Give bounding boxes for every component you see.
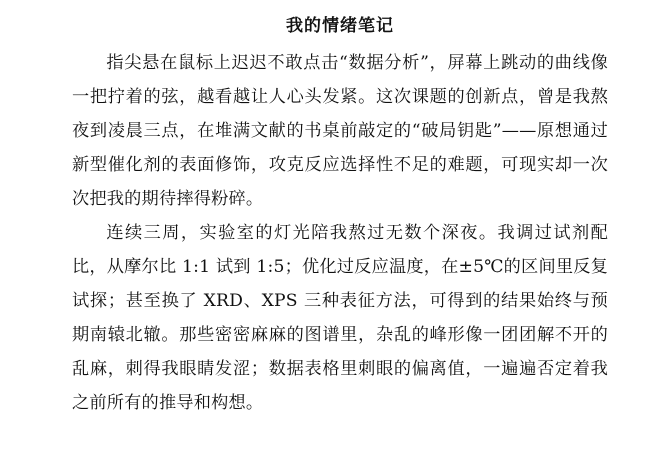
paragraph-2: 连续三周，实验室的灯光陪我熬过无数个深夜。我调过试剂配比，从摩尔比 1:1 试到 1:5；优化过反应温度，在±5℃的区间里反复试探；甚至换了 XRD、XPS 三种表征方法，可得到的结果始终与预期南辕北辙。那些密密麻麻的图谱里，杂乱的峰形像一团团解不开的乱麻，刺得我眼睛发涩；数据表格里刺眼的偏离值，一遍遍否定着我之前所有的推导和构想。: [72, 223, 608, 413]
document-title: 我的情绪笔记: [286, 16, 394, 36]
paragraph-1: 指尖悬在鼠标上迟迟不敢点击“数据分析”，屏幕上跳动的曲线像一把拧着的弦，越看越让人心头发紧。这次课题的创新点，曾是我熬夜到凌晨三点，在堆满文献的书桌前敲定的“破局钥匙”——原想通过新型催化剂的表面修饰，攻克反应选择性不足的难题，可现实却一次次把我的期待摔得粉碎。: [72, 53, 608, 209]
